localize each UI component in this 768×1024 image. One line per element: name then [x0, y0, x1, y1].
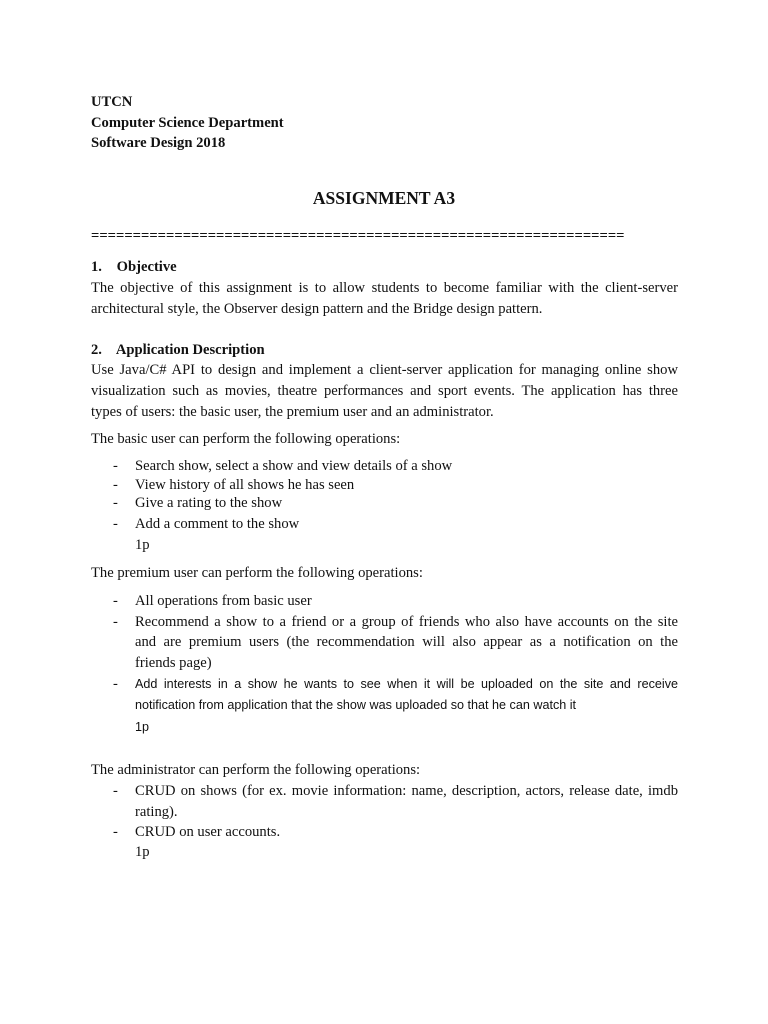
list-item	[113, 494, 678, 513]
objective-paragraph	[91, 278, 678, 320]
section-title: Objective	[116, 259, 177, 275]
department-name: Computer Science Department	[91, 114, 284, 131]
list-item	[113, 515, 678, 534]
dash-bullet: -	[113, 515, 118, 532]
list-item-line: Recommend a show to a friend or a group of friends who also have accounts on the site	[135, 613, 678, 630]
list-item-line: and are premium users (the recommendation will also appear as a notification on the	[135, 634, 678, 651]
administrator-points: 1p	[135, 844, 150, 860]
premium-user-operations-list	[113, 591, 678, 716]
separator-rule: ================================================================	[91, 228, 625, 244]
list-item-line: Add interests in a show he wants to see when it will be uploaded on the site and receive	[135, 676, 678, 691]
list-item-line: notification from application that the show was uploaded so that he can watch it	[135, 697, 577, 712]
list-item	[113, 612, 678, 674]
assignment-title: ASSIGNMENT A3	[312, 188, 456, 208]
paragraph-line: visualization such as movies, theatre performances and sport events. The application has three	[91, 383, 678, 399]
dash-bullet: -	[113, 476, 118, 493]
section-number: 1.	[91, 259, 102, 275]
paragraph-line: Use Java/C# API to design and implement a client-server application for managing online show	[91, 362, 678, 378]
application-paragraph	[91, 360, 678, 423]
dash-bullet: -	[113, 593, 118, 609]
university-name: UTCN	[91, 94, 133, 110]
list-item-text: View history of all shows he has seen	[135, 476, 355, 493]
document-header	[91, 92, 284, 154]
list-item	[113, 476, 678, 495]
administrator-intro	[91, 760, 678, 781]
paragraph-line: The basic user can perform the following operations:	[91, 431, 401, 447]
paragraph-line: types of users: the basic user, the premium user and an administrator.	[91, 404, 494, 420]
list-item-line: rating).	[135, 803, 178, 820]
basic-user-operations-list	[113, 457, 678, 533]
dash-bullet: -	[113, 613, 118, 630]
list-item-text: Add a comment to the show	[135, 515, 300, 532]
list-item	[113, 674, 678, 716]
list-item	[113, 591, 678, 612]
dash-bullet: -	[113, 495, 118, 511]
paragraph-line: The premium user can perform the following operations:	[91, 565, 423, 581]
dash-bullet: -	[113, 824, 118, 841]
list-item-text: Search show, select a show and view details of a show	[135, 458, 453, 474]
basic-user-intro	[91, 429, 678, 450]
list-item	[113, 457, 678, 476]
list-item-text: CRUD on user accounts.	[135, 824, 281, 841]
course-name: Software Design 2018	[91, 135, 226, 151]
list-item-text: Give a rating to the show	[135, 495, 283, 511]
section-application-heading	[91, 340, 265, 361]
paragraph-line: The objective of this assignment is to allow students to become familiar with the client-server	[91, 280, 678, 296]
dash-bullet: -	[113, 783, 118, 799]
premium-points: 1p	[135, 720, 150, 734]
section-title: Application Description	[115, 342, 265, 358]
list-item-text: All operations from basic user	[135, 593, 312, 609]
section-number: 2.	[91, 342, 102, 358]
list-item-line: friends page)	[135, 655, 212, 672]
list-item-line: CRUD on shows (for ex. movie information: name, description, actors, release date, imdb	[135, 783, 678, 799]
basic-points: 1p	[135, 537, 150, 553]
paragraph-line: The administrator can perform the following operations:	[91, 762, 421, 778]
list-item	[113, 822, 678, 843]
paragraph-line: architectural style, the Observer design pattern and the Bridge design pattern.	[91, 301, 543, 317]
administrator-operations-list	[113, 781, 678, 843]
section-objective-heading	[91, 257, 177, 278]
list-item	[113, 781, 678, 822]
premium-user-intro	[91, 563, 678, 584]
dash-bullet: -	[113, 675, 118, 692]
dash-bullet: -	[113, 458, 118, 474]
